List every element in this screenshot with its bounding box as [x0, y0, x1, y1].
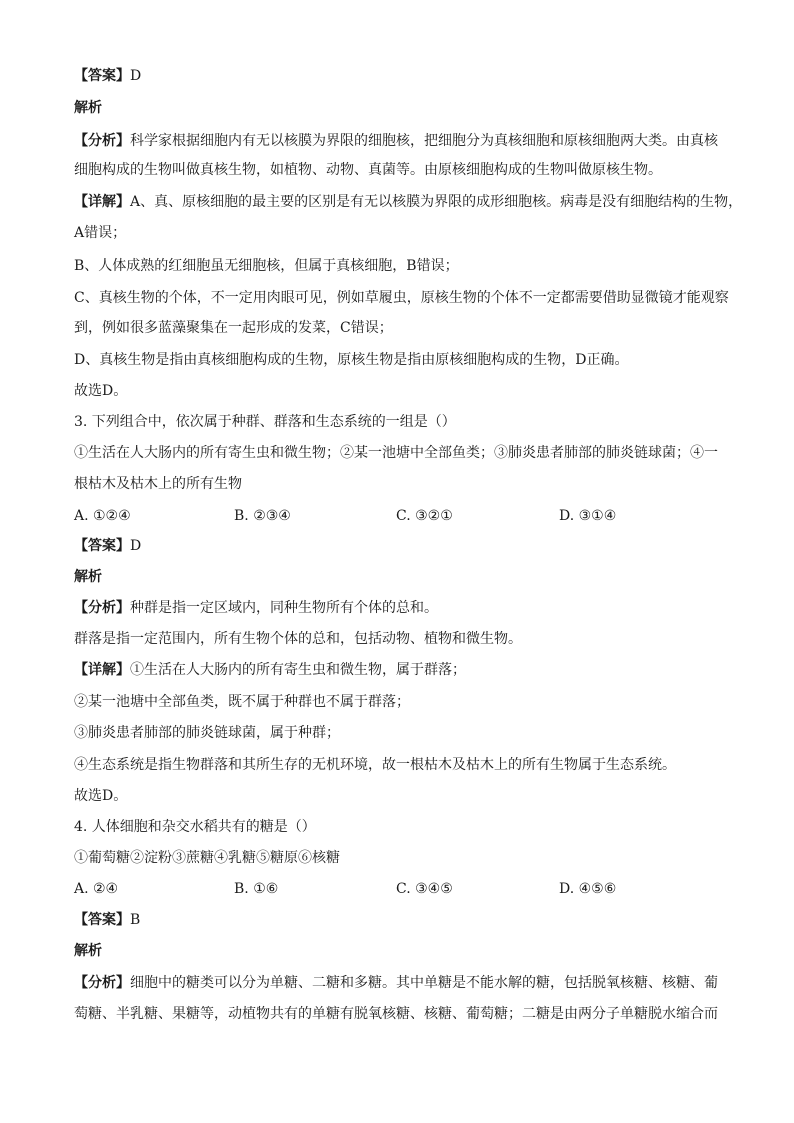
q4-option-b: B. ①⑥	[234, 881, 279, 897]
q3-answer-line	[74, 536, 754, 556]
fenxi-tag: 【分析】	[74, 133, 130, 149]
q4-fenxi-line-2: 萄糖、半乳糖、果糖等，动植物共有的单糖有脱氧核糖、核糖、葡萄糖；二糖是由两分子单糖脱水缩合而	[74, 1006, 718, 1022]
q3-conclusion: 故选D。	[74, 788, 128, 804]
q3-xiangjie-line-2: ②某一池塘中全部鱼类，既不属于种群也不属于群落；	[74, 694, 410, 710]
answer-tag: 【答案】	[74, 912, 130, 928]
answer-tag: 【答案】	[74, 68, 130, 84]
q3-fenxi-line-1: 【分析】种群是指一定区域内，同种生物所有个体的总和。	[74, 600, 438, 616]
q2-option-b-explanation: B、人体成熟的红细胞虽无细胞核，但属于真核细胞，B错误；	[74, 258, 459, 274]
q3-xiangjie-line-1: 【详解】①生活在人大肠内的所有寄生虫和微生物，属于群落；	[74, 662, 466, 678]
q3-option-c: C. ③②①	[396, 508, 453, 524]
q2-fenxi-line-2: 细胞构成的生物叫做真核生物，如植物、动物、真菌等。由原核细胞构成的生物叫做原核生物。	[74, 162, 662, 178]
q2-option-c-explanation-1: C、真核生物的个体，不一定用肉眼可见，例如草履虫，原核生物的个体不一定都需要借助显微镜才能观察	[74, 290, 729, 306]
q3-xiangjie-line-3: ③肺炎患者肺部的肺炎链球菌，属于种群；	[74, 725, 340, 741]
q2-option-d-explanation: D、真核生物是指由真核细胞构成的生物，原核生物是指由原核细胞构成的生物，D正确。	[74, 352, 629, 368]
q4-stem: 4. 人体细胞和杂交水稻共有的糖是（）	[74, 819, 316, 835]
q4-option-c: C. ③④⑤	[396, 881, 453, 897]
q3-option-a: A. ①②④	[74, 508, 131, 524]
answer-value: D	[130, 68, 142, 84]
q4-fenxi-line-1: 【分析】细胞中的糖类可以分为单糖、二糖和多糖。其中单糖是不能水解的糖，包括脱氧核糖、核糖、葡	[74, 975, 718, 991]
q3-option-b: B. ②③④	[234, 508, 291, 524]
q2-fenxi-line-1: 【分析】科学家根据细胞内有无以核膜为界限的细胞核，把细胞分为真核细胞和原核细胞两大类。由真核	[74, 133, 718, 149]
q2-conclusion: 故选D。	[74, 383, 128, 399]
q4-option-a: A. ②④	[74, 881, 119, 897]
q3-items-line-1: ①生活在人大肠内的所有寄生虫和微生物；②某一池塘中全部鱼类；③肺炎患者肺部的肺炎链球菌；④一	[74, 445, 718, 461]
q4-answer-line	[74, 910, 754, 930]
q3-fenxi-line-2: 群落是指一定范围内，所有生物个体的总和，包括动物、植物和微生物。	[74, 631, 522, 647]
answer-value: D	[130, 538, 142, 554]
q2-xiangjie-line-1: 【详解】A、真、原核细胞的最主要的区别是有无以核膜为界限的成形细胞核。病毒是没有细胞结构的生物，	[74, 194, 743, 210]
answer-tag: 【答案】	[74, 538, 130, 554]
q2-analysis-heading: 解析	[74, 100, 102, 116]
q3-option-d: D. ③①④	[559, 508, 617, 524]
fenxi-tag: 【分析】	[74, 975, 130, 991]
q4-items-line: ①葡萄糖②淀粉③蔗糖④乳糖⑤糖原⑥核糖	[74, 850, 340, 866]
fenxi-tag: 【分析】	[74, 600, 130, 616]
xiangjie-tag: 【详解】	[74, 194, 130, 210]
q3-xiangjie-line-4: ④生态系统是指生物群落和其所生存的无机环境，故一根枯木及枯木上的所有生物属于生态系统。	[74, 757, 676, 773]
q3-items-line-2: 根枯木及枯木上的所有生物	[74, 476, 242, 492]
q2-option-c-explanation-2: 到，例如很多蓝藻聚集在一起形成的发菜，C错误；	[74, 320, 393, 336]
q4-option-d: D. ④⑤⑥	[559, 881, 617, 897]
q4-analysis-heading: 解析	[74, 943, 102, 959]
q3-analysis-heading: 解析	[74, 569, 102, 585]
q2-answer-line	[74, 66, 754, 86]
q3-stem: 3. 下列组合中，依次属于种群、群落和生态系统的一组是（）	[74, 414, 456, 430]
answer-value: B	[130, 912, 141, 928]
xiangjie-tag: 【详解】	[74, 662, 130, 678]
q2-xiangjie-line-2: A错误；	[74, 225, 127, 241]
